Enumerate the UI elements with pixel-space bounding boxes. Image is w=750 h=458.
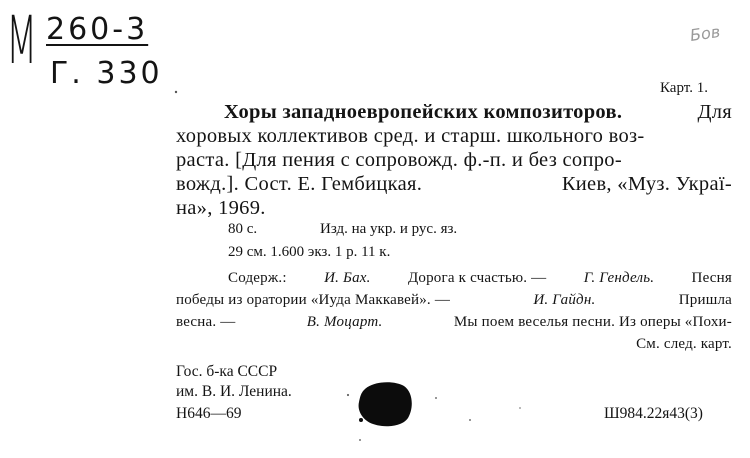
card-number: Карт. 1.	[660, 80, 708, 96]
continued-note: См. след. карт.	[636, 336, 732, 352]
compiler: вожд.]. Сост. Е. Гембицкая.	[176, 173, 423, 195]
shelf-mark-line-1: 260-3	[46, 12, 149, 47]
size-and-price: 29 см. 1.600 экз. 1 р. 11 к.	[228, 244, 391, 260]
shelf-mark-line-2: Г. 330	[50, 56, 163, 91]
library-code: Н646—69	[176, 405, 242, 422]
classification-index: Ш984.22я43(3)	[604, 405, 703, 422]
composer: В. Моцарт.	[306, 314, 383, 330]
composer: И. Бах.	[324, 270, 371, 286]
library-name: Гос. б-ка СССР	[176, 363, 278, 380]
description-text: раста. [Для пения с сопровожд. ф.-п. и без сопро-	[176, 149, 622, 171]
description-text: Для	[697, 101, 732, 123]
composer: И. Гайдн.	[533, 292, 596, 308]
publisher: Киев, «Муз. Украї-	[561, 173, 732, 195]
work-title: Мы поем веселья песни. Из оперы «Похи-	[453, 314, 732, 330]
language-note: Изд. на укр. и рус. яз.	[320, 221, 458, 237]
page-count: 80 с.	[228, 221, 258, 237]
shelf-mark-letter: М	[6, 2, 37, 79]
work-title: победы из оратории «Иуда Маккавей». —	[176, 292, 451, 308]
contents-label: Содерж.:	[228, 270, 287, 286]
publication-year: на», 1969.	[176, 197, 266, 219]
work-title: Пришла	[678, 292, 732, 308]
description-text: хоровых коллективов сред. и старш. школьного воз-	[176, 125, 645, 147]
work-title: весна. —	[176, 314, 236, 330]
composer: Г. Гендель.	[583, 270, 655, 286]
work-title: Песня	[691, 270, 732, 286]
pencil-annotation: Бов	[688, 21, 722, 46]
library-name-cont: им. В. И. Ленина.	[176, 383, 292, 400]
work-title: Дорога к счастью. —	[407, 270, 547, 286]
title: Хоры западноевропейских композиторов.	[224, 101, 623, 123]
